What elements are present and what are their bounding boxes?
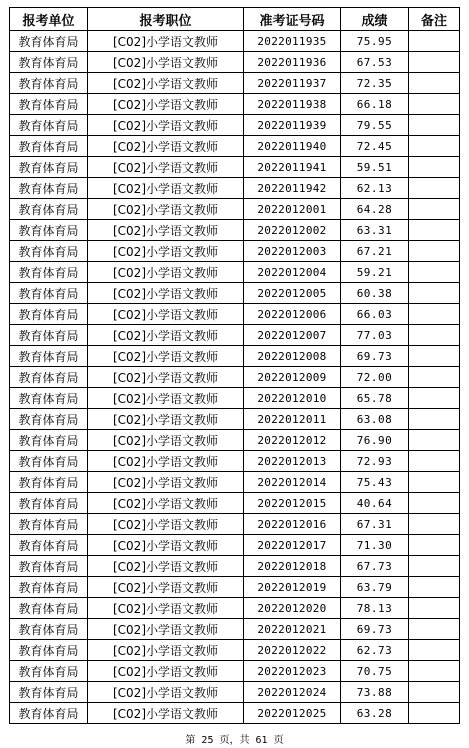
table-row: [10, 640, 460, 661]
cell-remarks: [409, 640, 460, 661]
page-number: 第 25 页，共 61 页: [185, 735, 284, 746]
cell-unit: 教育体育局: [10, 640, 88, 661]
table-row: [10, 619, 460, 640]
cell-position: [C02]小学语文教师: [88, 430, 244, 451]
cell-position: [C02]小学语文教师: [88, 94, 244, 115]
cell-exam-number: 2022012005: [244, 283, 341, 304]
cell-unit: 教育体育局: [10, 346, 88, 367]
cell-remarks: [409, 325, 460, 346]
cell-score: 75.95: [341, 31, 409, 52]
cell-position: [C02]小学语文教师: [88, 619, 244, 640]
cell-unit: 教育体育局: [10, 619, 88, 640]
cell-score: 59.51: [341, 157, 409, 178]
cell-position: [C02]小学语文教师: [88, 682, 244, 703]
header-row: [10, 8, 460, 31]
cell-remarks: [409, 157, 460, 178]
cell-position: [C02]小学语文教师: [88, 556, 244, 577]
cell-position: [C02]小学语文教师: [88, 367, 244, 388]
cell-remarks: [409, 430, 460, 451]
table-row: [10, 199, 460, 220]
cell-remarks: [409, 556, 460, 577]
cell-score: 63.79: [341, 577, 409, 598]
cell-unit: 教育体育局: [10, 73, 88, 94]
cell-score: 67.73: [341, 556, 409, 577]
cell-exam-number: 2022012015: [244, 493, 341, 514]
cell-unit: 教育体育局: [10, 451, 88, 472]
cell-exam-number: 2022012021: [244, 619, 341, 640]
cell-remarks: [409, 388, 460, 409]
cell-remarks: [409, 136, 460, 157]
cell-position: [C02]小学语文教师: [88, 52, 244, 73]
cell-position: [C02]小学语文教师: [88, 325, 244, 346]
cell-position: [C02]小学语文教师: [88, 388, 244, 409]
cell-remarks: [409, 73, 460, 94]
cell-exam-number: 2022011936: [244, 52, 341, 73]
cell-score: 67.53: [341, 52, 409, 73]
cell-exam-number: 2022012002: [244, 220, 341, 241]
cell-position: [C02]小学语文教师: [88, 346, 244, 367]
cell-unit: 教育体育局: [10, 157, 88, 178]
cell-position: [C02]小学语文教师: [88, 178, 244, 199]
cell-unit: 教育体育局: [10, 409, 88, 430]
score-table: [9, 7, 460, 724]
table-row: [10, 157, 460, 178]
table-row: [10, 220, 460, 241]
cell-score: 76.90: [341, 430, 409, 451]
cell-exam-number: 2022011937: [244, 73, 341, 94]
cell-score: 40.64: [341, 493, 409, 514]
table-row: [10, 661, 460, 682]
cell-score: 65.78: [341, 388, 409, 409]
cell-remarks: [409, 451, 460, 472]
cell-remarks: [409, 262, 460, 283]
cell-unit: 教育体育局: [10, 94, 88, 115]
cell-unit: 教育体育局: [10, 703, 88, 724]
cell-remarks: [409, 283, 460, 304]
table-row: [10, 136, 460, 157]
table-row: [10, 598, 460, 619]
cell-unit: 教育体育局: [10, 304, 88, 325]
table-row: [10, 31, 460, 52]
cell-remarks: [409, 619, 460, 640]
table-row: [10, 577, 460, 598]
cell-position: [C02]小学语文教师: [88, 283, 244, 304]
cell-score: 69.73: [341, 346, 409, 367]
cell-exam-number: 2022011941: [244, 157, 341, 178]
table-row: [10, 556, 460, 577]
cell-position: [C02]小学语文教师: [88, 115, 244, 136]
cell-unit: 教育体育局: [10, 661, 88, 682]
cell-exam-number: 2022012003: [244, 241, 341, 262]
cell-unit: 教育体育局: [10, 31, 88, 52]
cell-score: 62.13: [341, 178, 409, 199]
cell-unit: 教育体育局: [10, 52, 88, 73]
cell-remarks: [409, 346, 460, 367]
cell-unit: 教育体育局: [10, 199, 88, 220]
cell-position: [C02]小学语文教师: [88, 577, 244, 598]
cell-remarks: [409, 682, 460, 703]
cell-unit: 教育体育局: [10, 682, 88, 703]
cell-unit: 教育体育局: [10, 115, 88, 136]
cell-position: [C02]小学语文教师: [88, 73, 244, 94]
header-position: 报考职位: [88, 8, 244, 31]
cell-remarks: [409, 31, 460, 52]
cell-exam-number: 2022012006: [244, 304, 341, 325]
cell-score: 66.18: [341, 94, 409, 115]
cell-position: [C02]小学语文教师: [88, 661, 244, 682]
cell-score: 63.31: [341, 220, 409, 241]
cell-remarks: [409, 94, 460, 115]
cell-score: 63.08: [341, 409, 409, 430]
cell-unit: 教育体育局: [10, 220, 88, 241]
cell-position: [C02]小学语文教师: [88, 598, 244, 619]
cell-remarks: [409, 241, 460, 262]
cell-unit: 教育体育局: [10, 388, 88, 409]
cell-score: 66.03: [341, 304, 409, 325]
cell-score: 67.31: [341, 514, 409, 535]
cell-unit: 教育体育局: [10, 556, 88, 577]
cell-exam-number: 2022012018: [244, 556, 341, 577]
table-row: [10, 535, 460, 556]
cell-exam-number: 2022011939: [244, 115, 341, 136]
cell-exam-number: 2022012010: [244, 388, 341, 409]
cell-exam-number: 2022012023: [244, 661, 341, 682]
cell-score: 72.93: [341, 451, 409, 472]
cell-unit: 教育体育局: [10, 598, 88, 619]
cell-exam-number: 2022012001: [244, 199, 341, 220]
cell-position: [C02]小学语文教师: [88, 304, 244, 325]
cell-exam-number: 2022011940: [244, 136, 341, 157]
cell-unit: 教育体育局: [10, 283, 88, 304]
cell-position: [C02]小学语文教师: [88, 262, 244, 283]
cell-unit: 教育体育局: [10, 325, 88, 346]
header-remarks: 备注: [409, 8, 460, 31]
table-row: [10, 241, 460, 262]
cell-position: [C02]小学语文教师: [88, 640, 244, 661]
cell-position: [C02]小学语文教师: [88, 31, 244, 52]
table-row: [10, 73, 460, 94]
cell-exam-number: 2022012007: [244, 325, 341, 346]
cell-unit: 教育体育局: [10, 241, 88, 262]
cell-exam-number: 2022012016: [244, 514, 341, 535]
table-row: [10, 178, 460, 199]
cell-unit: 教育体育局: [10, 514, 88, 535]
cell-score: 64.28: [341, 199, 409, 220]
cell-score: 63.28: [341, 703, 409, 724]
cell-exam-number: 2022012012: [244, 430, 341, 451]
cell-exam-number: 2022011942: [244, 178, 341, 199]
cell-exam-number: 2022012022: [244, 640, 341, 661]
cell-remarks: [409, 598, 460, 619]
cell-score: 72.45: [341, 136, 409, 157]
cell-unit: 教育体育局: [10, 577, 88, 598]
cell-remarks: [409, 52, 460, 73]
cell-unit: 教育体育局: [10, 430, 88, 451]
cell-remarks: [409, 409, 460, 430]
table-row: [10, 367, 460, 388]
cell-exam-number: 2022012025: [244, 703, 341, 724]
table-row: [10, 409, 460, 430]
cell-exam-number: 2022012013: [244, 451, 341, 472]
cell-score: 67.21: [341, 241, 409, 262]
cell-exam-number: 2022012020: [244, 598, 341, 619]
table-row: [10, 346, 460, 367]
table-row: [10, 115, 460, 136]
cell-position: [C02]小学语文教师: [88, 703, 244, 724]
cell-exam-number: 2022012008: [244, 346, 341, 367]
cell-exam-number: 2022012011: [244, 409, 341, 430]
cell-position: [C02]小学语文教师: [88, 220, 244, 241]
cell-exam-number: 2022011935: [244, 31, 341, 52]
cell-score: 79.55: [341, 115, 409, 136]
cell-unit: 教育体育局: [10, 472, 88, 493]
table-row: [10, 388, 460, 409]
cell-exam-number: 2022012019: [244, 577, 341, 598]
cell-score: 72.00: [341, 367, 409, 388]
cell-position: [C02]小学语文教师: [88, 451, 244, 472]
cell-remarks: [409, 535, 460, 556]
cell-score: 78.13: [341, 598, 409, 619]
cell-score: 62.73: [341, 640, 409, 661]
cell-position: [C02]小学语文教师: [88, 472, 244, 493]
cell-unit: 教育体育局: [10, 367, 88, 388]
cell-unit: 教育体育局: [10, 136, 88, 157]
cell-position: [C02]小学语文教师: [88, 157, 244, 178]
cell-score: 69.73: [341, 619, 409, 640]
cell-unit: 教育体育局: [10, 493, 88, 514]
header-exam-number: 准考证号码: [244, 8, 341, 31]
cell-score: 70.75: [341, 661, 409, 682]
cell-remarks: [409, 367, 460, 388]
cell-exam-number: 2022012004: [244, 262, 341, 283]
table-row: [10, 703, 460, 724]
cell-score: 77.03: [341, 325, 409, 346]
cell-score: 75.43: [341, 472, 409, 493]
cell-remarks: [409, 493, 460, 514]
cell-remarks: [409, 577, 460, 598]
cell-score: 60.38: [341, 283, 409, 304]
table-row: [10, 514, 460, 535]
table-row: [10, 451, 460, 472]
cell-unit: 教育体育局: [10, 178, 88, 199]
cell-remarks: [409, 178, 460, 199]
cell-unit: 教育体育局: [10, 262, 88, 283]
table-row: [10, 430, 460, 451]
cell-remarks: [409, 220, 460, 241]
cell-exam-number: 2022011938: [244, 94, 341, 115]
cell-exam-number: 2022012024: [244, 682, 341, 703]
cell-unit: 教育体育局: [10, 535, 88, 556]
cell-position: [C02]小学语文教师: [88, 535, 244, 556]
cell-remarks: [409, 472, 460, 493]
cell-position: [C02]小学语文教师: [88, 409, 244, 430]
cell-score: 59.21: [341, 262, 409, 283]
cell-remarks: [409, 304, 460, 325]
table-row: [10, 283, 460, 304]
cell-exam-number: 2022012017: [244, 535, 341, 556]
table-row: [10, 94, 460, 115]
cell-exam-number: 2022012014: [244, 472, 341, 493]
cell-position: [C02]小学语文教师: [88, 136, 244, 157]
cell-remarks: [409, 514, 460, 535]
table-row: [10, 304, 460, 325]
cell-remarks: [409, 115, 460, 136]
cell-score: 73.88: [341, 682, 409, 703]
table-row: [10, 325, 460, 346]
cell-position: [C02]小学语文教师: [88, 199, 244, 220]
cell-position: [C02]小学语文教师: [88, 241, 244, 262]
table-row: [10, 262, 460, 283]
cell-position: [C02]小学语文教师: [88, 493, 244, 514]
cell-score: 72.35: [341, 73, 409, 94]
cell-remarks: [409, 703, 460, 724]
table-row: [10, 472, 460, 493]
table-row: [10, 52, 460, 73]
table-row: [10, 682, 460, 703]
cell-remarks: [409, 661, 460, 682]
cell-exam-number: 2022012009: [244, 367, 341, 388]
cell-score: 71.30: [341, 535, 409, 556]
header-score: 成绩: [341, 8, 409, 31]
header-unit: 报考单位: [10, 8, 88, 31]
cell-remarks: [409, 199, 460, 220]
table-row: [10, 493, 460, 514]
cell-position: [C02]小学语文教师: [88, 514, 244, 535]
